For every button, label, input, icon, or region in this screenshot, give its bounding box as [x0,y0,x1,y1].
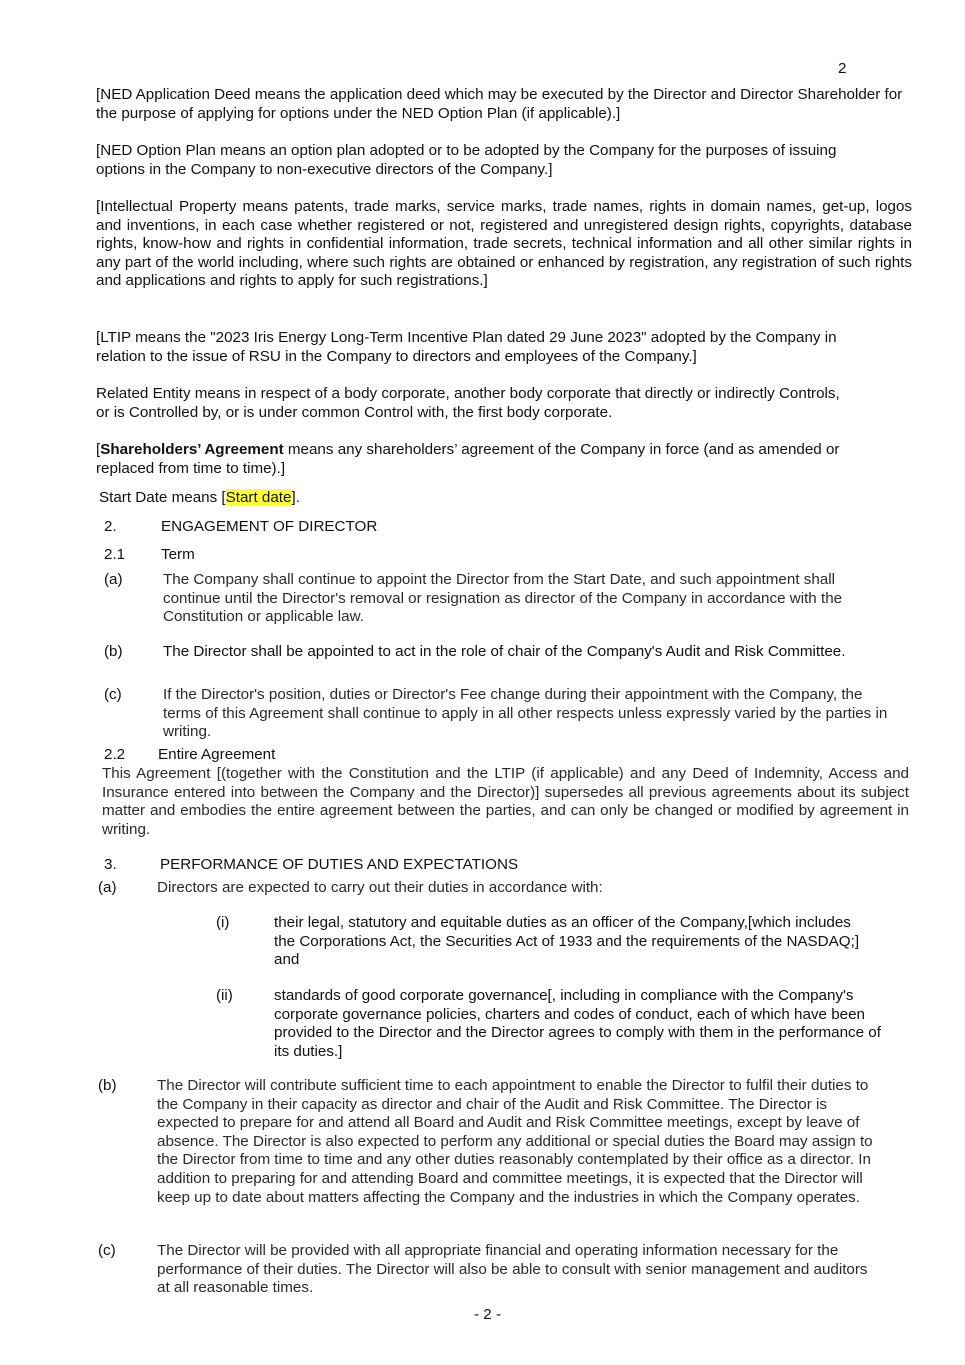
shareholders-agreement-text: means any shareholders’ agreement of the Company in force (and as amended or replaced from time to time).] [96,441,840,477]
start-date-prefix: Start Date means [ [99,489,226,506]
start-date-placeholder: Start date [225,489,292,506]
clause-3-c-text: The Director will be provided with all appropriate financial and operating information necessary for the performance of their duties. The Director will also be able to consult with senior management and auditors at all reasonable times. [157,1242,868,1297]
clause-2-2-text: This Agreement [(together with the Constitution and the LTIP (if applicable) and any Deed of Indemnity, Access and Insurance entered into between the Company and the Director)] supersedes all previous agreements about its subject matter and embodies the entire agreement between the parties, and can only be changed or modified by agreement in writing. [102,765,909,838]
clause-2-1-a-label: (a) [104,571,123,588]
clause-2-1-a-text: The Company shall continue to appoint the Director from the Start Date, and such appointment shall continue until the Director's removal or resignation as director of the Company in accordance with the Constitution or applicable law. [163,571,843,626]
clause-2-1-b-text: The Director shall be appointed to act in the role of chair of the Company's Audit and Risk Committee. [163,643,846,660]
clause-3-b-label: (b) [98,1077,117,1094]
definition-ned-application-deed: [NED Application Deed means the application deed which may be executed by the Director and Director Shareholder for the purpose of applying for options under the NED Option Plan (if applicable).] [96,86,903,122]
definition-shareholders-agreement [96,441,896,478]
clause-2-1-heading: Term [161,546,195,563]
clause-3-a-i-text: their legal, statutory and equitable duties as an officer of the Company,[which includes the Corporations Act, the Securities Act of 1933 and the requirements of the NASDAQ;] and [274,914,860,969]
clause-3-a-i-label: (i) [216,914,230,931]
page-number-top: 2 [838,60,847,77]
clause-3-b-text: The Director will contribute sufficient time to each appointment to enable the Director to fulfil their duties to the Company in their capacity as director and chair of the Audit and Risk Committee. The Director is expected to prepare for and attend all Board and Audit and Risk Committee meetings, except by leave of absence. The Director is also expected to perform any additional or special duties the Board may assign to the Director from time to time and any other duties reasonably contemplated by their office as a director. In addition to preparing for and attending Board and committee meetings, it is expected that the Director will keep up to date about matters affecting the Company and the industries in which the Company operates. [157,1077,873,1206]
definition-intellectual-property: [Intellectual Property means patents, trade marks, service marks, trade names, rights in domain names, get-up, logos and inventions, in each case whether registered or not, registered and unregistered design rights, copyrights, database rights, know-how and rights in confidential information, trade secrets, technical information and all other similar rights in any part of the world including, where such rights are obtained or enhanced by registration, any registration of such rights and applications and rights to apply for such registrations.] [96,198,912,290]
section-3-number: 3. [104,856,117,873]
clause-2-1-c-text: If the Director's position, duties or Director's Fee change during their appointment with the Company, the terms of this Agreement shall continue to apply in all other respects unless expressly varied by the parties in writing. [163,686,888,741]
section-3-heading: PERFORMANCE OF DUTIES AND EXPECTATIONS [160,856,519,873]
page-number-footer: - 2 - [474,1306,502,1323]
clause-3-c-label: (c) [98,1242,116,1259]
clause-3-a-label: (a) [98,879,117,896]
clause-2-1-c-label: (c) [104,686,122,703]
clause-3-a-text: Directors are expected to carry out their duties in accordance with: [157,879,603,896]
clause-2-2-number: 2.2 [104,746,126,763]
definition-related-entity: Related Entity means in respect of a body corporate, another body corporate that directly or indirectly Controls, or is Controlled by, or is under common Control with, the first body corporate. [96,385,840,421]
clause-2-1-b-label: (b) [104,643,123,660]
definition-start-date [99,489,300,508]
clause-3-a-ii-text: standards of good corporate governance[, including in compliance with the Company's corporate governance policies, charters and codes of conduct, each of which have been provided to the Director and the Director agrees to comply with them in the performance of its duties.] [274,987,881,1060]
clause-3-a-ii-label: (ii) [216,987,233,1004]
start-date-suffix: ]. [291,489,300,506]
clause-2-2-heading: Entire Agreement [158,746,276,763]
section-2-heading: ENGAGEMENT OF DIRECTOR [161,518,378,535]
bracket-open: [ [96,441,101,458]
definition-ned-option-plan: [NED Option Plan means an option plan adopted or to be adopted by the Company for the purposes of issuing options in the Company to non-executive directors of the Company.] [96,142,837,178]
definition-ltip: [LTIP means the "2023 Iris Energy Long-Term Incentive Plan dated 29 June 2023" adopted by the Company in relation to the issue of RSU in the Company to directors and employees of the Company.] [96,329,837,365]
shareholders-agreement-term: Shareholders’ Agreement [100,441,284,458]
clause-2-1-number: 2.1 [104,546,126,563]
section-2-number: 2. [104,518,117,535]
